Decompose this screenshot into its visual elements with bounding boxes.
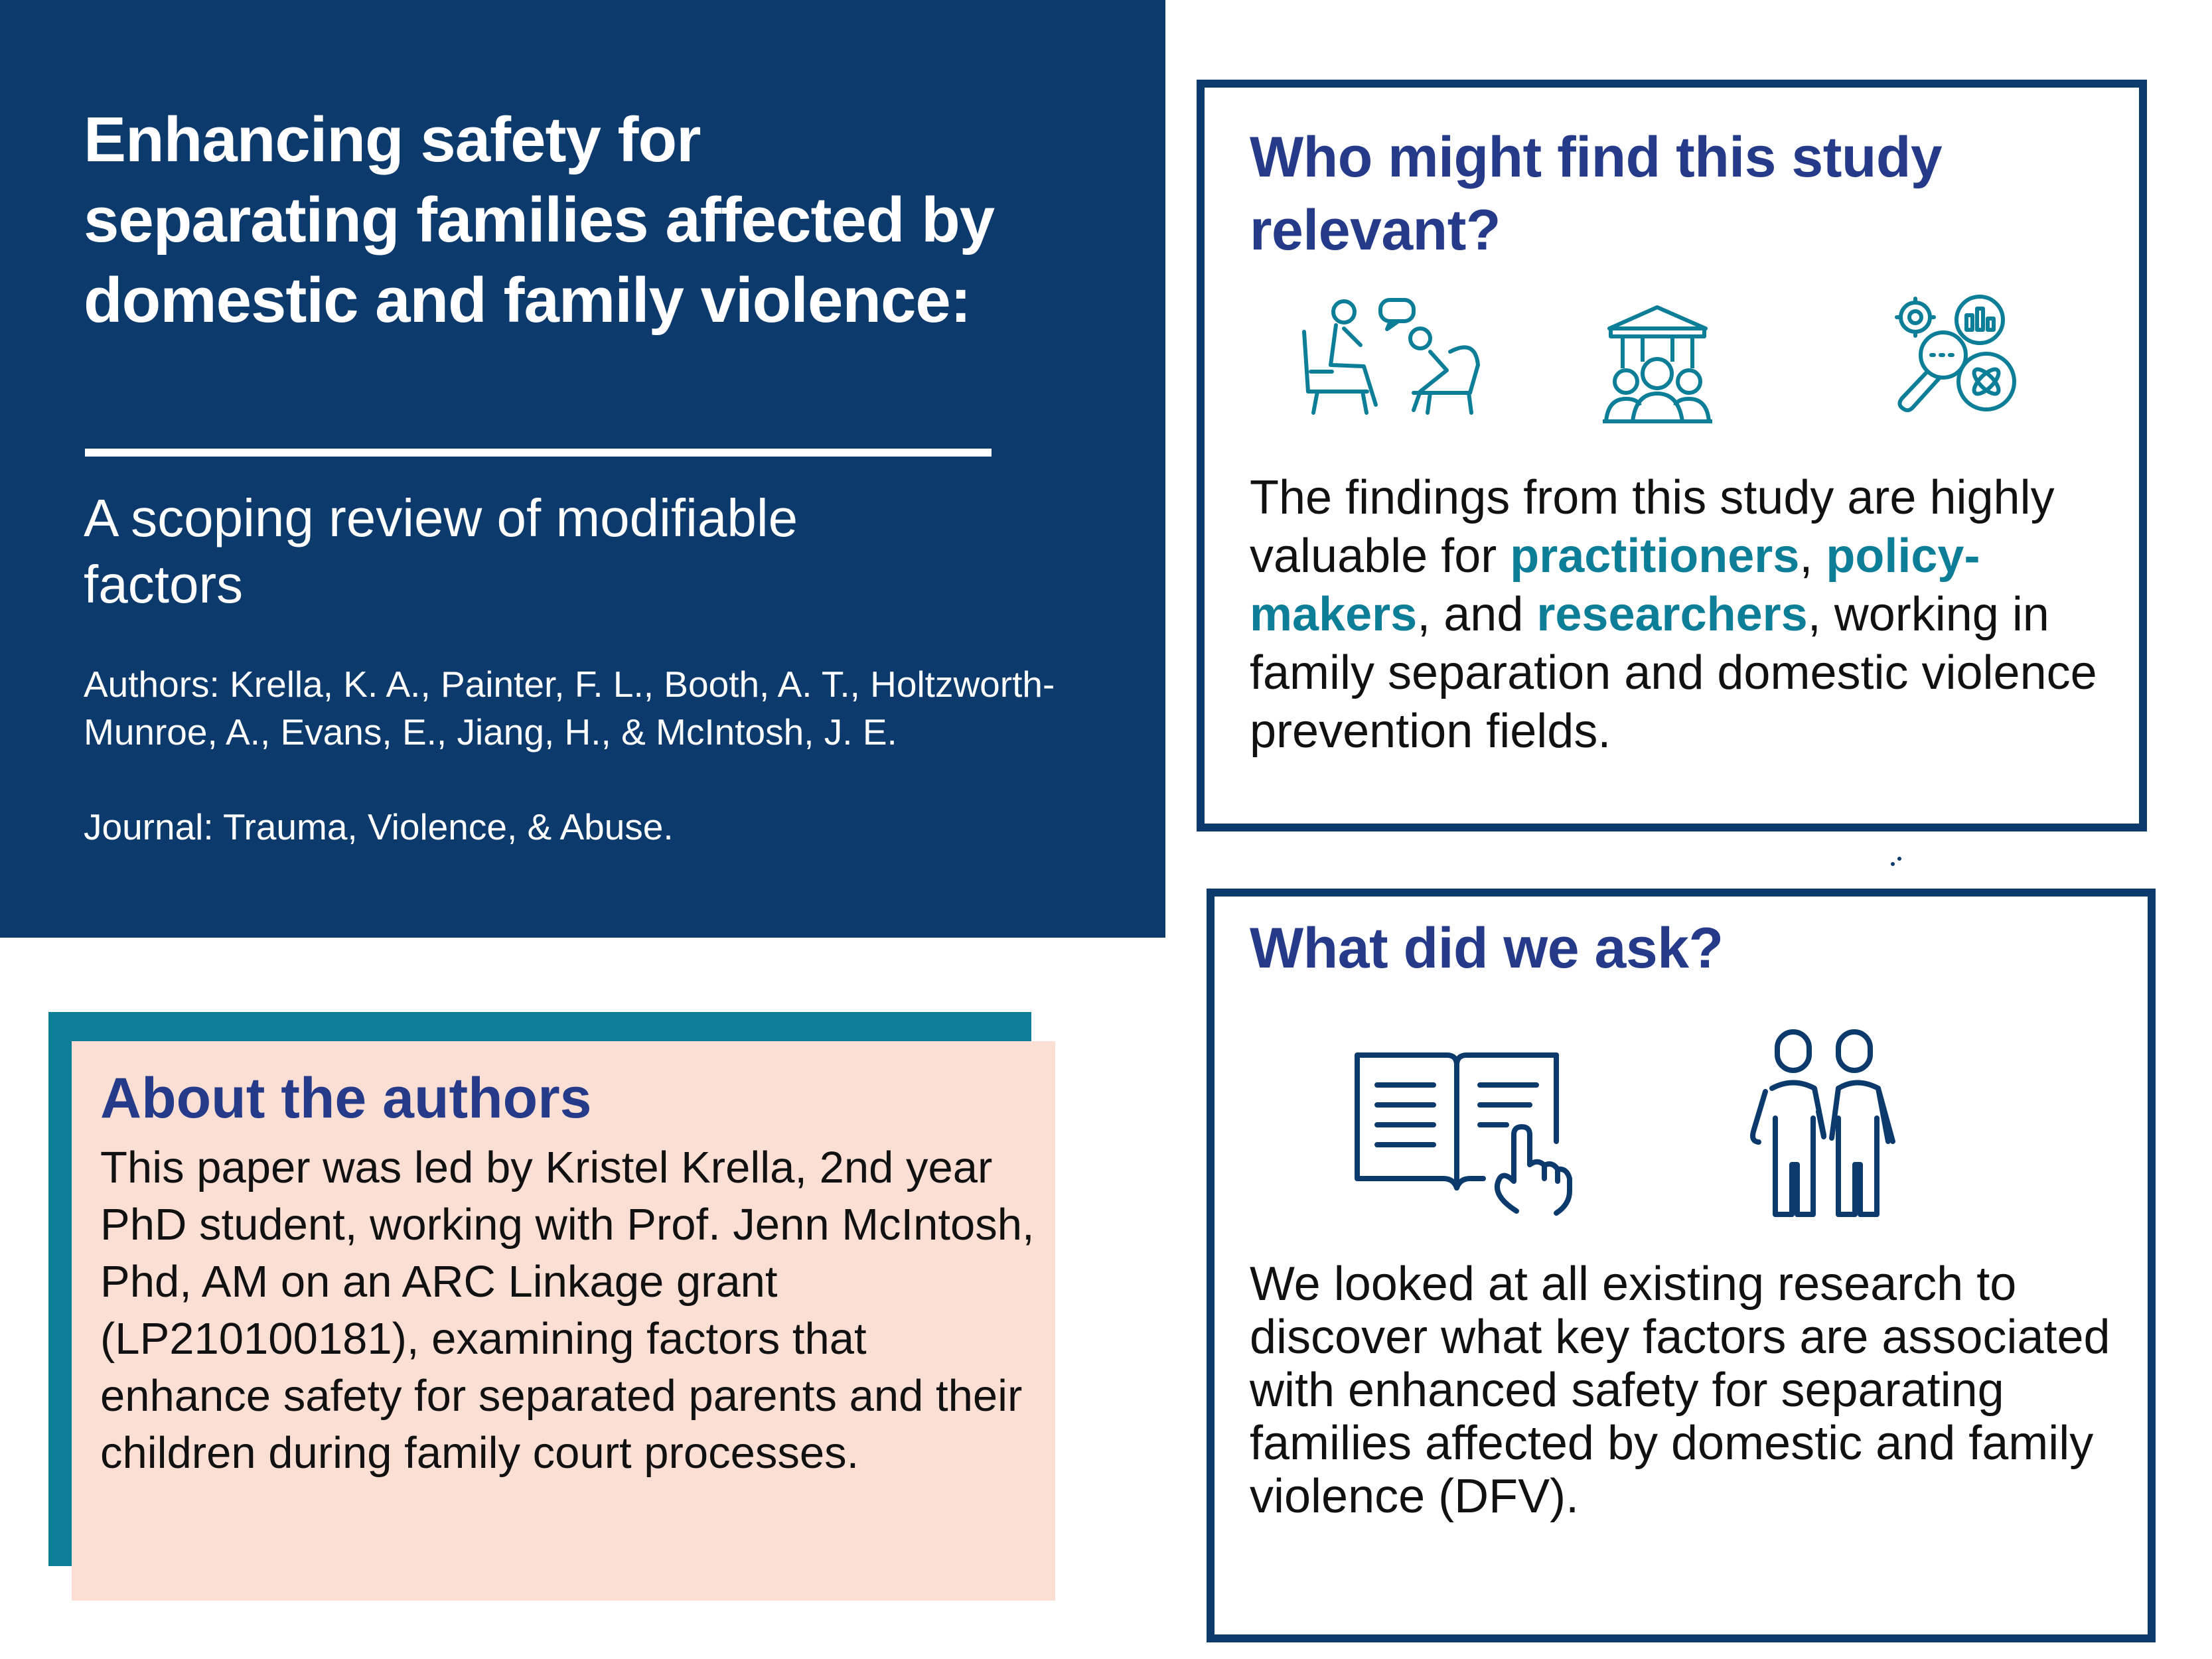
hero-panel [0, 0, 1165, 938]
ask-title: What did we ask? [1250, 916, 1724, 980]
institution-people-icon [1596, 302, 1719, 425]
counselling-session-icon [1297, 292, 1503, 418]
research-analysis-icon [1890, 292, 2023, 418]
who-text-outro: , working in family separation and domestic violence prevention fields. [1250, 588, 2097, 758]
title-divider [85, 449, 992, 457]
parent-child-icon [1739, 1025, 1901, 1221]
journal-line: Journal: Trauma, Violence, & Abuse. [84, 806, 674, 847]
decorative-dots [1889, 855, 1903, 867]
about-text: This paper was led by Kristel Krella, 2nd year PhD student, working with Prof. Jenn McIntosh, Phd, AM on an ARC Linkage grant (LP210100181), examining factors that enhance safety for separated parents and their children during family court processes. [100, 1143, 1035, 1478]
page-title: Enhancing safety for separating families affected by domestic and family violence: [84, 104, 995, 336]
who-text-intro: The findings from this study are highly valuable for [1250, 471, 2055, 583]
page-subtitle: A scoping review of modifiable factors [84, 488, 798, 614]
who-sep-1: , [1799, 530, 1826, 583]
who-text [1250, 469, 2132, 760]
ask-text: We looked at all existing research to discover what key factors are associated with enhanced safety for separating families affected by domestic and family violence (DFV). [1250, 1258, 2110, 1523]
who-title: Who might find this study relevant? [1250, 125, 1943, 262]
about-title: About the authors [100, 1066, 592, 1130]
authors-line: Authors: Krella, K. A., Painter, F. L., Booth, A. T., Holtzworth-Munroe, A., Evans, E., Jiang, H., & McIntosh, J. E. [84, 664, 1055, 753]
audience-researchers: researchers [1536, 588, 1808, 641]
who-sep-2: , and [1417, 588, 1537, 641]
audience-practitioners: practitioners [1510, 530, 1800, 583]
open-book-hand-icon [1351, 1048, 1580, 1218]
audience-policy-makers: policy-makers [1250, 530, 1980, 641]
